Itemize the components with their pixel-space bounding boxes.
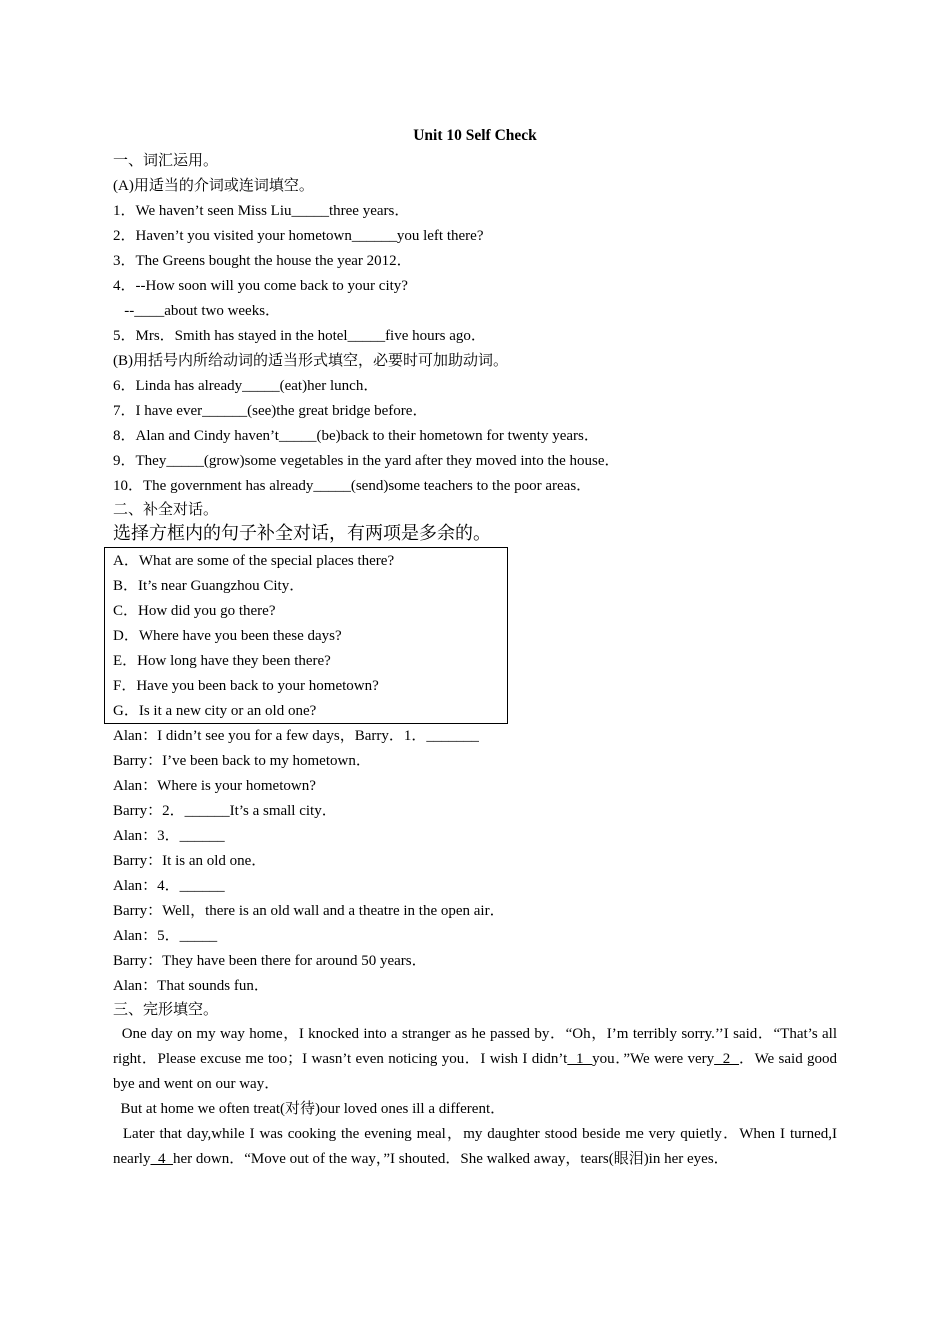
question-7: 7．I have ever______(see)the great bridge before． — [113, 403, 428, 419]
question-1: 1．We haven’t seen Miss Liu_____three years． — [113, 203, 410, 219]
question-4: 4．--How soon will you come back to your city? — [113, 278, 408, 294]
passage-text: One day on my way home，I knocked into a stranger as he passed by．“Oh，I’m terribly sorry.’’I said．“That’s all right．Please excuse me too；I wasn’t even noticing you．I wish I didn’t — [113, 1026, 841, 1067]
dialogue-line: Alan：5．_____ — [113, 928, 218, 944]
option-b: B．It’s near Guangzhou City． — [113, 578, 305, 594]
passage-text: her down．“Move out of the way，”I shouted．She walked away，tears(眼泪)in her eyes． — [172, 1151, 729, 1167]
option-c: C．How did you go there? — [113, 603, 276, 619]
dialogue-line: Alan：Where is your hometown? — [113, 778, 316, 794]
question-9: 9．They_____(grow)some vegetables in the yard after they moved into the house． — [113, 453, 620, 469]
section-2-heading: 二、补全对话。 — [113, 502, 219, 518]
dialogue-line: Alan：3．______ — [113, 828, 225, 844]
passage-paragraph-3 — [113, 1122, 841, 1172]
dialogue-line: Barry：Well，there is an old wall and a theatre in the open air． — [113, 903, 505, 919]
page-title: Unit 10 Self Check — [413, 127, 537, 144]
passage-paragraph-1 — [113, 1022, 841, 1097]
dialogue-line: Alan：4．______ — [113, 878, 225, 894]
dialogue-line: Barry：2．______It’s a small city． — [113, 803, 337, 819]
dialogue-line: Barry：They have been there for around 50 years． — [113, 953, 427, 969]
blank-2: 2 — [714, 1051, 739, 1067]
passage-text: you．”We were very — [592, 1051, 715, 1067]
section-1-heading: 一、词汇运用。 — [113, 153, 219, 169]
section-2-instruction: 选择方框内的句子补全对话，有两项是多余的。 — [113, 523, 491, 543]
option-f: F．Have you been back to your hometown? — [113, 678, 379, 694]
blank-1: 1 — [567, 1051, 593, 1067]
question-2: 2．Haven’t you visited your hometown______you left there? — [113, 228, 484, 244]
question-5: 5．Mrs．Smith has stayed in the hotel_____five hours ago． — [113, 328, 486, 344]
question-6: 6．Linda has already_____(eat)her lunch． — [113, 378, 379, 394]
option-d: D．Where have you been these days? — [113, 628, 342, 644]
blank-4: 4 — [150, 1151, 173, 1167]
option-e: E．How long have they been there? — [113, 653, 331, 669]
question-8: 8．Alan and Cindy haven’t_____(be)back to their hometown for twenty years． — [113, 428, 599, 444]
option-g: G．Is it a new city or an old one? — [113, 703, 317, 719]
section-3-heading: 三、完形填空。 — [113, 1002, 219, 1018]
passage-text: ．We said good bye and went on our way． — [113, 1051, 841, 1092]
dialogue-line: Alan：I didn’t see you for a few days，Barry．1．_______ — [113, 728, 479, 744]
dialogue-line: Barry：It is an old one． — [113, 853, 267, 869]
question-3: 3．The Greens bought the house the year 2012． — [113, 253, 412, 269]
part-b-heading: (B)用括号内所给动词的适当形式填空，必要时可加助动词。 — [113, 353, 508, 369]
passage-paragraph-2: But at home we often treat(对待)our loved ones ill a different． — [113, 1101, 506, 1117]
dialogue-line: Barry：I’ve been back to my hometown． — [113, 753, 371, 769]
question-10: 10．The government has already_____(send)some teachers to the poor areas． — [113, 478, 592, 494]
dialogue-line: Alan：That sounds fun． — [113, 978, 269, 994]
part-a-heading: (A)用适当的介词或连词填空。 — [113, 178, 314, 194]
passage-text: Later that day,while I was cooking the evening meal，my daughter stood beside me very quietly．When I turned,I nearly — [113, 1126, 841, 1167]
option-a: A．What are some of the special places there? — [113, 553, 395, 569]
question-4-answer: --____about two weeks． — [113, 303, 281, 319]
